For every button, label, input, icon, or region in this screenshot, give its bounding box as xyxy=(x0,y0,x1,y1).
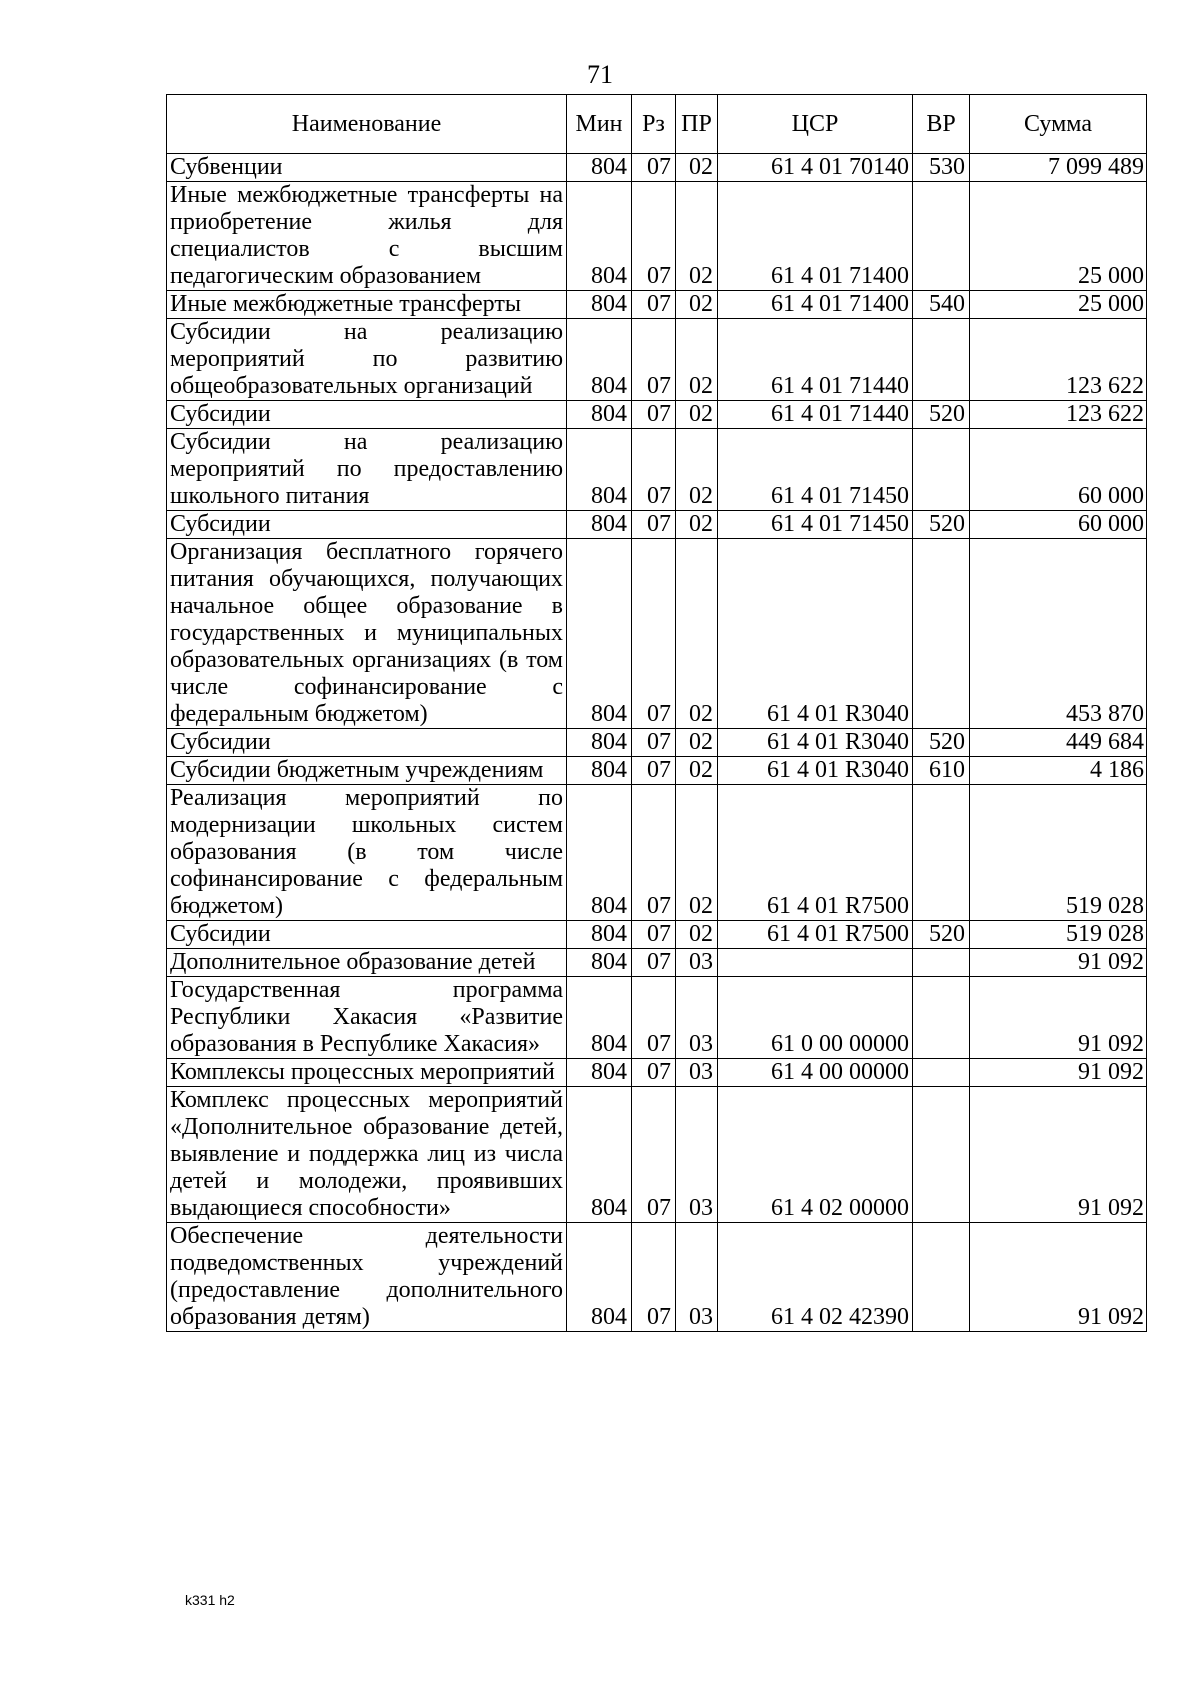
cell-min: 804 xyxy=(567,1223,632,1332)
table-row xyxy=(167,977,1147,1059)
cell-name: Иные межбюджетные трансферты xyxy=(167,291,567,319)
cell-vr xyxy=(913,1087,970,1223)
cell-csr: 61 4 01 71450 xyxy=(718,429,913,511)
cell-csr: 61 4 01 71400 xyxy=(718,182,913,291)
table-row xyxy=(167,154,1147,182)
header-csr: ЦСР xyxy=(718,95,913,154)
cell-rz: 07 xyxy=(632,182,676,291)
table-header-row xyxy=(167,95,1147,154)
cell-csr: 61 4 02 00000 xyxy=(718,1087,913,1223)
cell-csr: 61 4 01 R7500 xyxy=(718,921,913,949)
cell-min: 804 xyxy=(567,429,632,511)
cell-sum: 25 000 xyxy=(970,291,1147,319)
table-row xyxy=(167,785,1147,921)
cell-rz: 07 xyxy=(632,154,676,182)
table-body xyxy=(167,154,1147,1332)
cell-csr: 61 4 01 R3040 xyxy=(718,757,913,785)
cell-vr xyxy=(913,539,970,729)
cell-name: Обеспечение деятельности подведомственных учреждений (предоставление дополнительного образования детям) xyxy=(167,1223,567,1332)
cell-vr xyxy=(913,977,970,1059)
cell-name: Субвенции xyxy=(167,154,567,182)
cell-csr xyxy=(718,949,913,977)
cell-name: Субсидии на реализацию мероприятий по предоставлению школьного питания xyxy=(167,429,567,511)
cell-vr xyxy=(913,182,970,291)
cell-sum: 91 092 xyxy=(970,1059,1147,1087)
cell-rz: 07 xyxy=(632,757,676,785)
cell-min: 804 xyxy=(567,977,632,1059)
cell-name: Субсидии xyxy=(167,511,567,539)
cell-rz: 07 xyxy=(632,949,676,977)
cell-rz: 07 xyxy=(632,921,676,949)
footer-code: k331 h2 xyxy=(185,1592,235,1608)
table-row xyxy=(167,429,1147,511)
cell-rz: 07 xyxy=(632,291,676,319)
cell-min: 804 xyxy=(567,949,632,977)
cell-sum: 123 622 xyxy=(970,319,1147,401)
cell-name: Субсидии на реализацию мероприятий по развитию общеобразовательных организаций xyxy=(167,319,567,401)
cell-sum: 453 870 xyxy=(970,539,1147,729)
cell-rz: 07 xyxy=(632,401,676,429)
cell-pr: 02 xyxy=(676,511,718,539)
cell-pr: 02 xyxy=(676,921,718,949)
cell-name: Государственная программа Республики Хакасия «Развитие образования в Республике Хакасия» xyxy=(167,977,567,1059)
table-row xyxy=(167,319,1147,401)
cell-csr: 61 4 01 71450 xyxy=(718,511,913,539)
cell-vr: 520 xyxy=(913,921,970,949)
cell-csr: 61 4 01 71440 xyxy=(718,401,913,429)
cell-pr: 02 xyxy=(676,757,718,785)
table-row xyxy=(167,729,1147,757)
cell-csr: 61 4 01 R3040 xyxy=(718,729,913,757)
cell-name: Комплекс процессных мероприятий «Дополнительное образование детей, выявление и поддержка лиц из числа детей и молодежи, проявивших выдающиеся способности» xyxy=(167,1087,567,1223)
cell-csr: 61 0 00 00000 xyxy=(718,977,913,1059)
cell-min: 804 xyxy=(567,511,632,539)
cell-sum: 4 186 xyxy=(970,757,1147,785)
cell-name: Организация бесплатного горячего питания обучающихся, получающих начальное общее образование в государственных и муниципальных образовательных организациях (в том числе софинансирование с федеральным бюджетом) xyxy=(167,539,567,729)
table-row xyxy=(167,1059,1147,1087)
cell-rz: 07 xyxy=(632,729,676,757)
table-row xyxy=(167,757,1147,785)
cell-vr xyxy=(913,429,970,511)
cell-min: 804 xyxy=(567,785,632,921)
table-row xyxy=(167,401,1147,429)
cell-min: 804 xyxy=(567,539,632,729)
cell-sum: 60 000 xyxy=(970,429,1147,511)
cell-vr: 540 xyxy=(913,291,970,319)
cell-sum: 519 028 xyxy=(970,785,1147,921)
cell-pr: 02 xyxy=(676,182,718,291)
cell-vr xyxy=(913,319,970,401)
cell-vr xyxy=(913,949,970,977)
cell-rz: 07 xyxy=(632,319,676,401)
cell-csr: 61 4 01 70140 xyxy=(718,154,913,182)
cell-csr: 61 4 01 71400 xyxy=(718,291,913,319)
cell-min: 804 xyxy=(567,1087,632,1223)
cell-rz: 07 xyxy=(632,1223,676,1332)
cell-name: Субсидии xyxy=(167,729,567,757)
cell-rz: 07 xyxy=(632,977,676,1059)
table-row xyxy=(167,539,1147,729)
cell-name: Субсидии xyxy=(167,921,567,949)
cell-sum: 449 684 xyxy=(970,729,1147,757)
cell-vr xyxy=(913,785,970,921)
cell-pr: 03 xyxy=(676,1223,718,1332)
cell-pr: 02 xyxy=(676,154,718,182)
cell-pr: 03 xyxy=(676,977,718,1059)
cell-csr: 61 4 00 00000 xyxy=(718,1059,913,1087)
table-row xyxy=(167,949,1147,977)
cell-vr: 530 xyxy=(913,154,970,182)
cell-rz: 07 xyxy=(632,785,676,921)
header-pr: ПР xyxy=(676,95,718,154)
cell-min: 804 xyxy=(567,1059,632,1087)
cell-min: 804 xyxy=(567,291,632,319)
cell-pr: 03 xyxy=(676,1059,718,1087)
cell-name: Субсидии xyxy=(167,401,567,429)
cell-pr: 02 xyxy=(676,729,718,757)
cell-sum: 91 092 xyxy=(970,1087,1147,1223)
cell-pr: 02 xyxy=(676,429,718,511)
cell-name: Комплексы процессных мероприятий xyxy=(167,1059,567,1087)
cell-min: 804 xyxy=(567,182,632,291)
cell-sum: 519 028 xyxy=(970,921,1147,949)
cell-name: Субсидии бюджетным учреждениям xyxy=(167,757,567,785)
header-rz: Рз xyxy=(632,95,676,154)
header-sum: Сумма xyxy=(970,95,1147,154)
cell-sum: 91 092 xyxy=(970,977,1147,1059)
cell-pr: 02 xyxy=(676,291,718,319)
cell-rz: 07 xyxy=(632,511,676,539)
cell-vr xyxy=(913,1223,970,1332)
cell-pr: 02 xyxy=(676,401,718,429)
table-row xyxy=(167,291,1147,319)
cell-csr: 61 4 01 R7500 xyxy=(718,785,913,921)
cell-min: 804 xyxy=(567,757,632,785)
cell-sum: 123 622 xyxy=(970,401,1147,429)
cell-name: Дополнительное образование детей xyxy=(167,949,567,977)
cell-sum: 91 092 xyxy=(970,1223,1147,1332)
header-min: Мин xyxy=(567,95,632,154)
page-number: 71 xyxy=(587,60,613,89)
cell-csr: 61 4 02 42390 xyxy=(718,1223,913,1332)
table-row xyxy=(167,1223,1147,1332)
cell-min: 804 xyxy=(567,401,632,429)
cell-name: Реализация мероприятий по модернизации школьных систем образования (в том числе софинансирование с федеральным бюджетом) xyxy=(167,785,567,921)
table-row xyxy=(167,1087,1147,1223)
cell-min: 804 xyxy=(567,921,632,949)
cell-min: 804 xyxy=(567,729,632,757)
cell-sum: 7 099 489 xyxy=(970,154,1147,182)
cell-vr: 610 xyxy=(913,757,970,785)
cell-vr xyxy=(913,1059,970,1087)
cell-rz: 07 xyxy=(632,1087,676,1223)
cell-pr: 03 xyxy=(676,949,718,977)
cell-csr: 61 4 01 R3040 xyxy=(718,539,913,729)
cell-rz: 07 xyxy=(632,429,676,511)
cell-sum: 60 000 xyxy=(970,511,1147,539)
cell-pr: 02 xyxy=(676,539,718,729)
cell-vr: 520 xyxy=(913,511,970,539)
cell-min: 804 xyxy=(567,319,632,401)
cell-sum: 91 092 xyxy=(970,949,1147,977)
cell-sum: 25 000 xyxy=(970,182,1147,291)
header-name: Наименование xyxy=(167,95,567,154)
cell-name: Иные межбюджетные трансферты на приобретение жилья для специалистов с высшим педагогическим образованием xyxy=(167,182,567,291)
table-row xyxy=(167,511,1147,539)
cell-csr: 61 4 01 71440 xyxy=(718,319,913,401)
cell-rz: 07 xyxy=(632,539,676,729)
cell-min: 804 xyxy=(567,154,632,182)
cell-vr: 520 xyxy=(913,729,970,757)
table-row xyxy=(167,921,1147,949)
cell-pr: 03 xyxy=(676,1087,718,1223)
cell-rz: 07 xyxy=(632,1059,676,1087)
cell-pr: 02 xyxy=(676,319,718,401)
budget-table xyxy=(166,94,1147,1332)
cell-pr: 02 xyxy=(676,785,718,921)
cell-vr: 520 xyxy=(913,401,970,429)
header-vr: ВР xyxy=(913,95,970,154)
table-row xyxy=(167,182,1147,291)
